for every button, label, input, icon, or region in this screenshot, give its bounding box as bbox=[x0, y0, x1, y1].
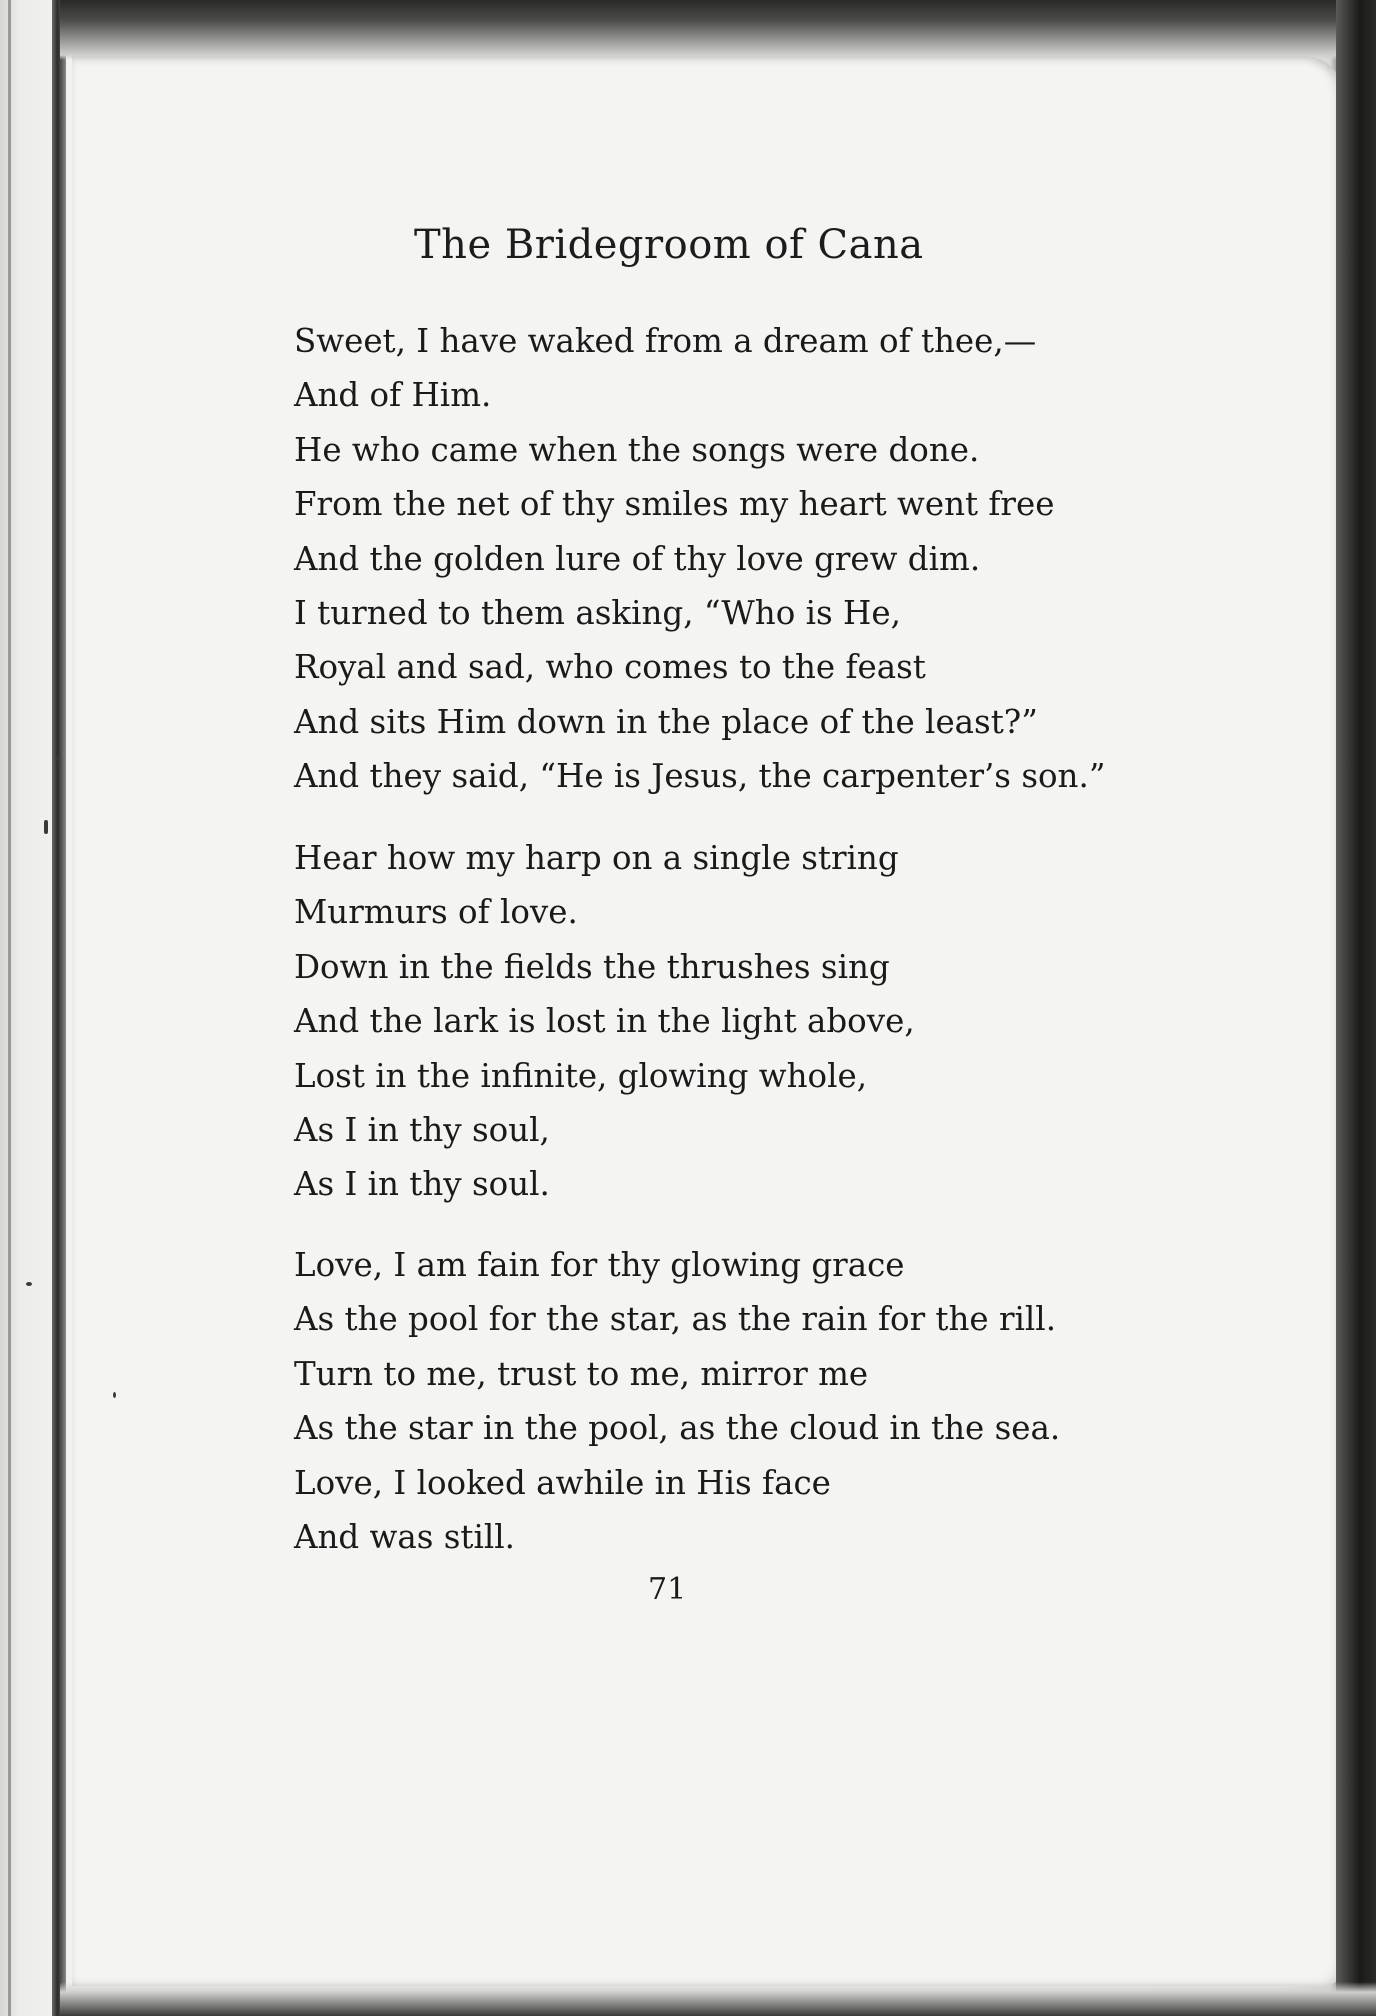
poem-line: Turn to me, trust to me, mirror me bbox=[294, 1354, 869, 1393]
poem-line: Love, I am fain for thy glowing grace bbox=[294, 1246, 905, 1284]
stanza-1 bbox=[294, 314, 1105, 804]
poem-line: And the golden lure of thy love grew dim. bbox=[294, 539, 981, 578]
poem-line: Royal and sad, who comes to the feast bbox=[294, 648, 926, 687]
poem-line: And the lark is lost in the light above, bbox=[294, 1002, 915, 1041]
poem-line: Hear how my harp on a single string bbox=[294, 839, 899, 877]
page-number: 71 bbox=[648, 1572, 687, 1607]
poem-line: He who came when the songs were done. bbox=[294, 430, 980, 469]
poem-line: From the net of thy smiles my heart went free bbox=[294, 485, 1055, 524]
poem-line: And was still. bbox=[294, 1518, 515, 1557]
poem-line: Love, I looked awhile in His face bbox=[294, 1463, 831, 1502]
poem-line: As I in thy soul, bbox=[294, 1111, 550, 1150]
poem-line: I turned to them asking, “Who is He, bbox=[294, 594, 901, 633]
poem-line: As the star in the pool, as the cloud in the sea. bbox=[294, 1409, 1061, 1448]
poem-line: Lost in the infinite, glowing whole, bbox=[294, 1056, 868, 1095]
stanza-2 bbox=[294, 831, 915, 1212]
poem-line: As I in thy soul. bbox=[294, 1165, 550, 1204]
poem-line: Sweet, I have waked from a dream of thee,— bbox=[294, 322, 1037, 360]
poem-line: And of Him. bbox=[294, 376, 492, 415]
poem-line: Down in the fields the thrushes sing bbox=[294, 947, 890, 986]
poem-title: The Bridegroom of Cana bbox=[414, 222, 924, 268]
poem-line: And they said, “He is Jesus, the carpenter’s son.” bbox=[294, 757, 1106, 796]
poem-line: As the pool for the star, as the rain for the rill. bbox=[294, 1300, 1057, 1339]
poem-line: Murmurs of love. bbox=[294, 893, 578, 932]
stanza-3 bbox=[294, 1238, 1060, 1564]
poem-line: And sits Him down in the place of the least?” bbox=[294, 702, 1038, 741]
